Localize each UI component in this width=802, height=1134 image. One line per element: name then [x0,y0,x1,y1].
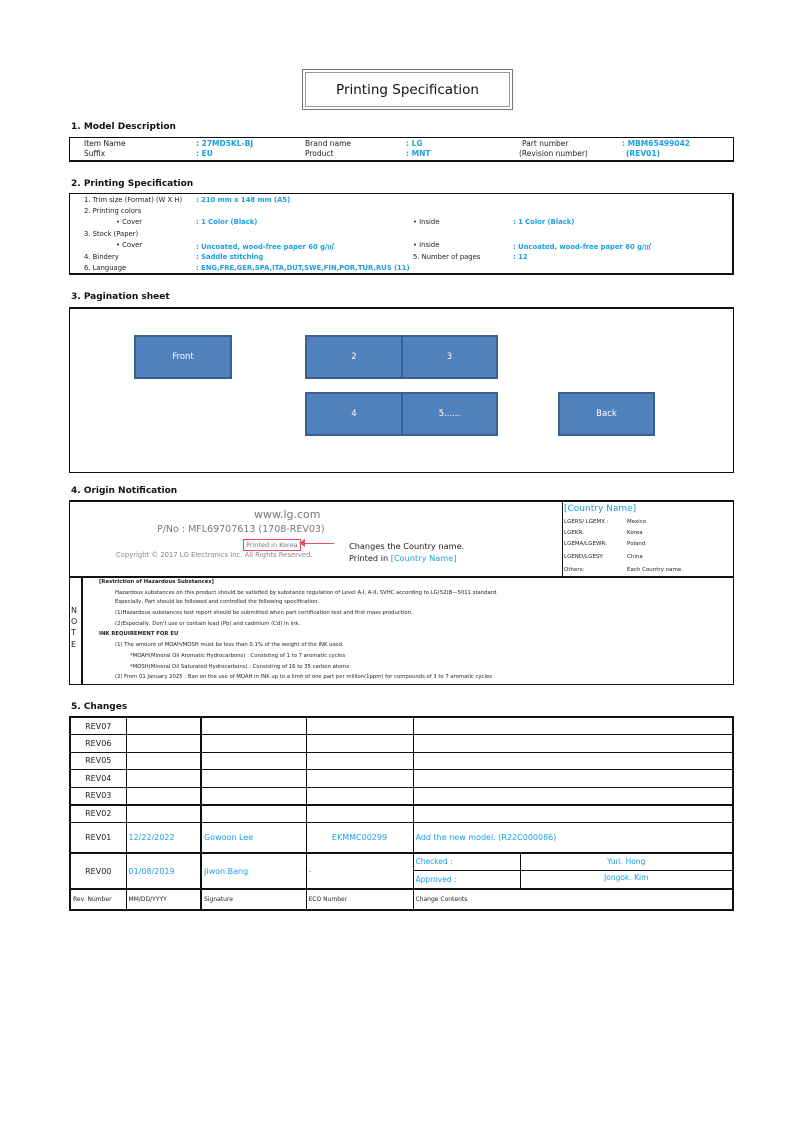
country-name-3: China [627,554,643,560]
arrow-left-icon [299,539,305,547]
rev-cell: REV04 [70,770,126,788]
change-note-line1: Changes the Country name. [349,541,465,551]
table-header-row [70,889,733,910]
inside-colors-value: : 1 Color (Black) [513,218,575,226]
date-cell: 12/22/2022 [126,822,201,853]
language-label: 6. Language [84,264,127,272]
approved-value: Jongok. Kim [604,873,649,882]
note-line-3: (1)Hazardous substances test report should be submitted when part certification test and first mass production. [115,610,413,616]
date-cell: 01/08/2019 [126,853,201,889]
cover-stock-label: • Cover [116,241,143,249]
eco-cell [306,752,413,770]
pages-value: : 12 [513,253,528,261]
note-heading-rohs: [Restriction of Hazardous Substances] [99,579,214,585]
printed-in-korea-box: Printed in Korea [243,539,301,551]
country-code-0: LGERS/ LGEMX : [564,519,609,525]
origin-divider-vertical [562,500,563,577]
rev-cell: REV06 [70,735,126,753]
section-heading-origin: 4. Origin Notification [71,486,178,496]
stock-label: 3. Stock (Paper) [84,230,139,238]
product-label: Product [305,149,334,158]
contents-cell [413,752,733,770]
section-heading-pagination: 3. Pagination sheet [71,292,170,302]
rev-cell: REV01 [70,822,126,853]
title-box [302,69,513,110]
rev-cell: REV00 [70,853,126,889]
cover-colors-value: : 1 Color (Black) [196,218,258,226]
table-row-rev01 [70,822,733,853]
part-no-text: P/No : MFL69707613 (1708-REV03) [157,524,325,535]
table-row [70,770,733,788]
bindery-value: : Saddle stitching [196,253,264,261]
section-heading-printing-spec: 2. Printing Specification [71,179,194,189]
country-name-2: Poland [627,541,646,547]
eco-cell [306,735,413,753]
part-number-value: : MBM65499042 [622,139,691,148]
revision-value: (REV01) [626,149,660,158]
page-tile-back: Back [558,392,655,436]
website-text: www.lg.com [254,508,321,521]
country-name-0: Mexico [627,519,647,525]
page-tile-3: 3 [401,335,498,379]
header-rev-number: Rev. Number [70,889,126,910]
eco-cell [306,787,413,805]
note-line-7: *MOSH(Mineral Oil Saturated Hydrocarbons) : Consisting of 16 to 35 carbon atoms [130,664,350,670]
signature-cell [201,787,306,805]
note-heading-ink: INK REQUIREMENT FOR EU [99,631,179,637]
inside-colors-label: • Inside [413,218,440,226]
changes-table [69,716,734,911]
rev-cell: REV03 [70,787,126,805]
approved-label: Approved : [414,871,521,888]
note-letter-e: E [71,640,77,649]
header-date: MM/DD/YYYY [126,889,201,910]
contents-cell: Add the new model. (R22C000086) [413,822,733,853]
page-tile-2: 2 [305,335,403,379]
page-tile-5: 5...... [401,392,498,436]
note-letter-t: T [71,628,76,637]
approved-row [414,871,733,888]
page-title: Printing Specification [305,72,510,107]
date-cell [126,717,201,735]
product-value: : MNT [406,149,431,158]
note-letter-n: N [71,606,77,615]
cover-stock-value: : Uncoated, wood-free paper 60 g/㎡ [196,243,335,251]
table-row [70,735,733,753]
contents-cell [413,770,733,788]
item-name-label: Item Name [84,139,126,148]
suffix-label: Suffix [84,149,106,158]
eco-cell [306,770,413,788]
date-cell [126,752,201,770]
part-number-label: Part number [522,139,569,148]
note-line-6: *MOAH(Mineral Oil Aromatic Hydrocarbons) : Consisting of 1 to 7 aromatic cycles [130,653,346,659]
brand-label: Brand name [305,139,351,148]
country-name-1: Korea [627,530,643,536]
checked-label: Checked : [414,854,521,870]
signature-cell [201,770,306,788]
table-row [70,787,733,805]
table-row-rev00 [70,853,733,889]
checked-value: Yuri. Hong [607,857,646,866]
rev-cell: REV07 [70,717,126,735]
approval-cell [413,853,733,889]
inside-stock-value: : Uncoated, wood-free paper 60 g/㎡ [513,243,652,251]
revision-label: (Revision number) [519,149,588,158]
contents-cell [413,805,733,823]
signature-cell [201,735,306,753]
colors-label: 2. Printing colors [84,207,142,215]
rev-cell: REV02 [70,805,126,823]
pages-label: 5. Number of pages [413,253,481,261]
cover-colors-label: • Cover [116,218,143,226]
copyright-text: Copyright © 2017 LG Electronics Inc. All Rights Reserved. [116,551,313,559]
signature-cell [201,717,306,735]
signature-cell [201,752,306,770]
note-line-5: (1) The amount of MOAH/MOSH must be less than 0.1% of the weight of the INK used. [115,642,344,648]
date-cell [126,770,201,788]
header-change-contents: Change Contents [413,889,733,910]
table-row [70,717,733,735]
section-heading-model-description: 1. Model Description [71,122,176,132]
note-line-1: Hazardous substances on this product should be satisfied by substance regulation of Level A-I, A-II, SVHC according to LG(52)B—5011 standard. [115,590,498,596]
country-code-3: LGEND/LGESY: [564,554,604,560]
change-note-line2 [349,553,456,563]
origin-divider-horizontal [69,576,734,578]
section-heading-changes: 5. Changes [71,702,128,712]
rev-cell: REV05 [70,752,126,770]
note-letter-o: O [71,617,78,626]
date-cell [126,805,201,823]
suffix-value: : EU [196,149,213,158]
page-tile-4: 4 [305,392,403,436]
note-divider-vertical [81,577,83,685]
pagination-box [69,307,734,473]
signature-cell [201,805,306,823]
contents-cell [413,787,733,805]
eco-cell [306,717,413,735]
contents-cell [413,735,733,753]
eco-cell [306,805,413,823]
table-row [70,752,733,770]
arrow-line [302,543,334,544]
page-tile-front: Front [134,335,232,379]
checked-row [414,854,733,871]
change-note-country: [Country Name] [390,553,457,563]
brand-value: : LG [406,139,423,148]
language-value: : ENG,FRE,GER,SPA,ITA,DUT,SWE,FIN,POR,TUR,RUS (11) [196,264,410,272]
country-title: [Country Name] [564,504,637,514]
bindery-label: 4. Bindery [84,253,119,261]
signature-cell: Jiwon.Bang [201,853,306,889]
country-name-4: Each Country name. [627,567,684,573]
header-eco-number: ECO Number [306,889,413,910]
inside-stock-label: • Inside [413,241,440,249]
date-cell [126,787,201,805]
contents-cell [413,717,733,735]
note-line-8: (2) From 01 January 2025 : Ban on the use of MOAH in INK up to a limit of one part per million(1ppm) for compounds of 3 to 7 aromatic cycles [115,674,492,680]
item-name-value: : 27MD5KL-BJ [196,139,254,148]
country-code-2: LGEMA/LGEWR: [564,541,607,547]
change-note-prefix: Printed in [349,553,391,563]
note-line-2: Especially, Part should be followed and controlled the following specification. [115,599,320,605]
table-row [70,805,733,823]
date-cell [126,735,201,753]
header-signature: Signature [201,889,306,910]
country-code-4: Others: [564,567,585,573]
trim-label: 1. Trim size (Format) (W X H) [84,196,183,204]
eco-cell: - [306,853,413,889]
printing-spec-box [69,193,734,275]
eco-cell: EKMMC00299 [306,822,413,853]
signature-cell: Gowoon Lee [201,822,306,853]
country-code-1: LGEKR: [564,530,584,536]
trim-value: : 210 mm x 148 mm (A5) [196,196,291,204]
note-line-4: (2)Especially, Don't use or contain lead (Pb) and cadmium (Cd) in ink. [115,621,301,627]
